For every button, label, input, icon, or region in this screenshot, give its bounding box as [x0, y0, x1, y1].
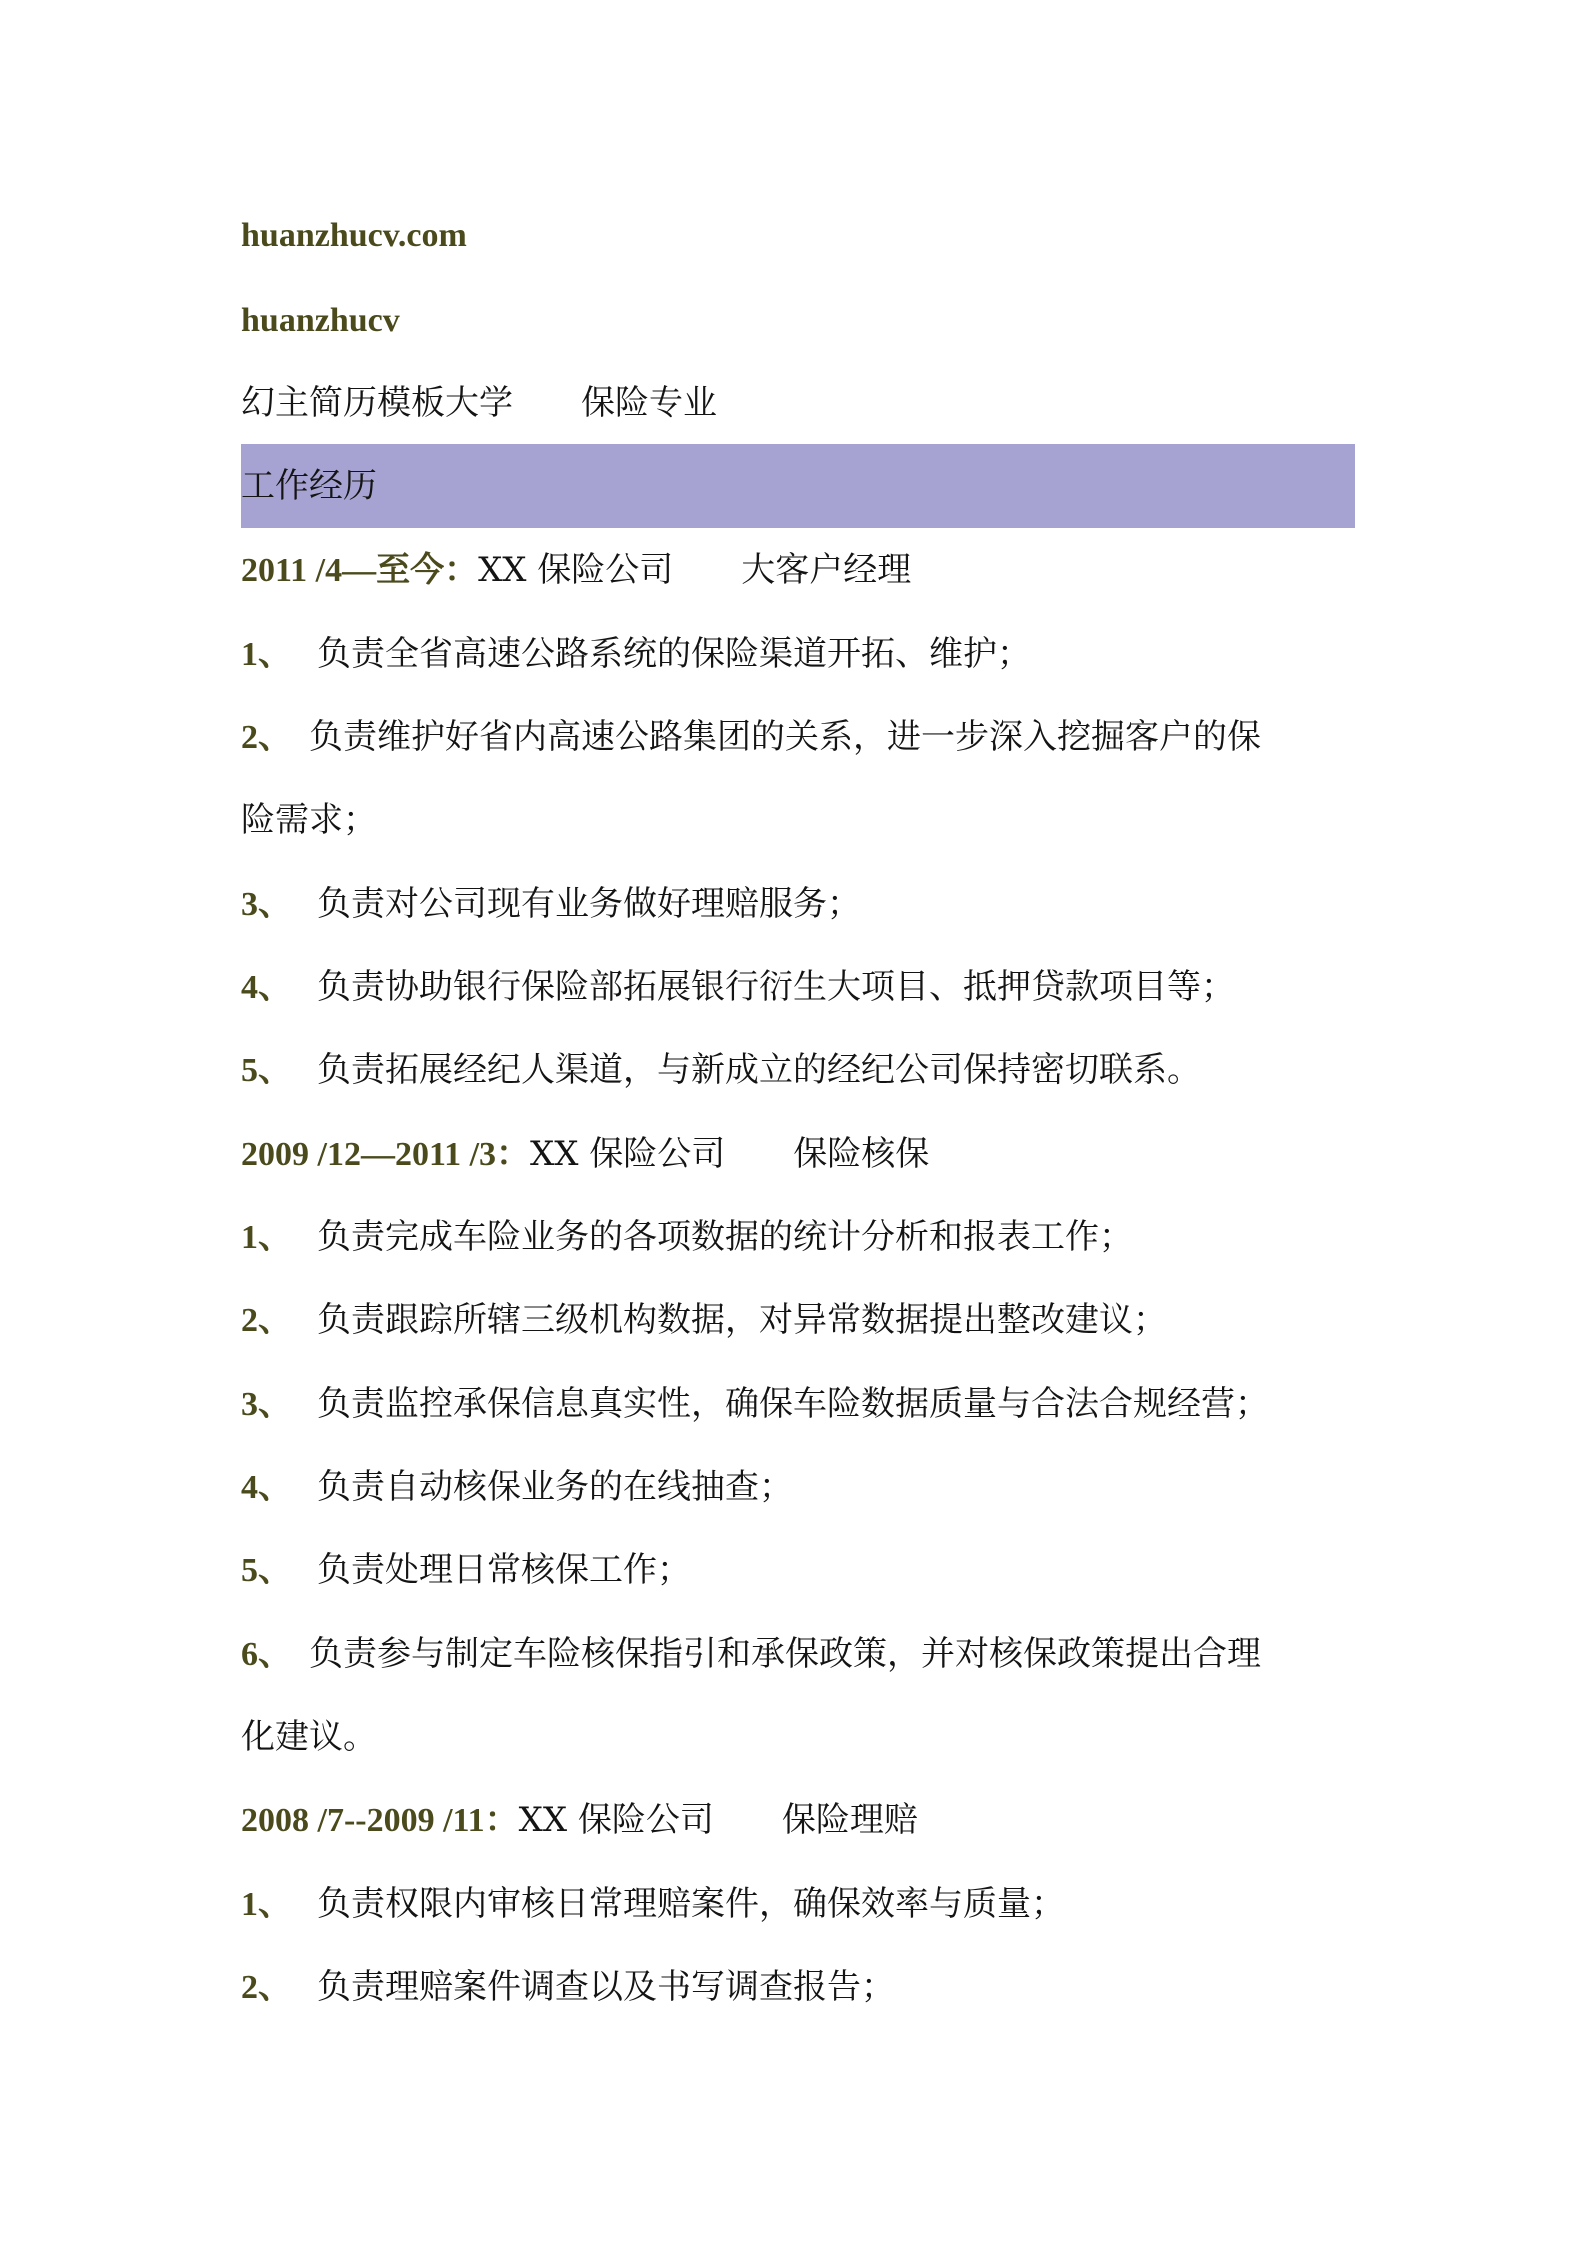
duty-item — [241, 882, 861, 927]
duty-item — [241, 1882, 1065, 1927]
duty-number: 4、 — [241, 969, 292, 1006]
duty-text: 负责跟踪所辖三级机构数据，对异常数据提出整改建议； — [317, 1300, 1167, 1340]
duty-text: 负责完成车险业务的各项数据的统计分析和报表工作； — [317, 1217, 1133, 1257]
duty-text: 负责自动核保业务的在线抽查； — [317, 1467, 793, 1507]
duty-item — [241, 1465, 793, 1510]
job-period: 2009 /12—2011 /3： — [241, 1136, 531, 1173]
duty-number: 6、 — [241, 1636, 292, 1673]
duty-number: 1、 — [241, 1886, 292, 1923]
duty-number: 3、 — [241, 1386, 292, 1423]
job-heading — [241, 548, 911, 593]
job-company-role: XX 保险公司 保险理赔 — [518, 1800, 918, 1840]
duty-number: 5、 — [241, 1052, 292, 1089]
job-company-role: XX 保险公司 大客户经理 — [478, 550, 912, 590]
duty-text: 负责维护好省内高速公路集团的关系，进一步深入挖掘客户的保 — [309, 717, 1261, 757]
duty-item — [241, 1048, 1201, 1093]
duty-continuation: 化建议。 — [241, 1717, 377, 1757]
duty-text: 负责拓展经纪人渠道，与新成立的经纪公司保持密切联系。 — [317, 1050, 1201, 1090]
site-url: huanzhucv.com — [241, 217, 467, 254]
person-name: huanzhucv — [241, 302, 400, 339]
duty-item — [241, 715, 1261, 760]
duty-number: 1、 — [241, 636, 292, 673]
duty-item — [241, 1965, 895, 2010]
duty-number: 2、 — [241, 1302, 292, 1339]
duty-text: 负责全省高速公路系统的保险渠道开拓、维护； — [317, 634, 1031, 674]
duty-continuation: 险需求； — [241, 800, 377, 840]
job-heading — [241, 1798, 918, 1843]
duty-text: 负责对公司现有业务做好理赔服务； — [317, 884, 861, 924]
duty-text: 负责协助银行保险部拓展银行衍生大项目、抵押贷款项目等； — [317, 967, 1235, 1007]
section-title: 工作经历 — [241, 466, 377, 506]
duty-item — [241, 632, 1031, 677]
duty-number: 4、 — [241, 1469, 292, 1506]
duty-number: 2、 — [241, 719, 292, 756]
duty-text: 负责理赔案件调查以及书写调查报告； — [317, 1967, 895, 2007]
job-period: 2008 /7--2009 /11： — [241, 1802, 519, 1839]
school-major: 幻主简历模板大学 保险专业 — [241, 383, 717, 423]
duty-item — [241, 1298, 1167, 1343]
duty-item — [241, 1215, 1133, 1260]
duty-item — [241, 1548, 691, 1593]
duty-text: 负责参与制定车险核保指引和承保政策，并对核保政策提出合理 — [309, 1634, 1261, 1674]
duty-number: 2、 — [241, 1969, 292, 2006]
job-heading — [241, 1132, 929, 1177]
duty-text: 负责处理日常核保工作； — [317, 1550, 691, 1590]
job-company-role: XX 保险公司 保险核保 — [530, 1134, 930, 1174]
section-header-band — [241, 444, 1355, 528]
duty-item — [241, 1382, 1269, 1427]
duty-text: 负责权限内审核日常理赔案件，确保效率与质量； — [317, 1884, 1065, 1924]
duty-number: 1、 — [241, 1219, 292, 1256]
duty-item — [241, 1632, 1261, 1677]
duty-number: 3、 — [241, 886, 292, 923]
duty-number: 5、 — [241, 1552, 292, 1589]
job-period: 2011 /4—至今： — [241, 552, 479, 589]
duty-text: 负责监控承保信息真实性，确保车险数据质量与合法合规经营； — [317, 1384, 1269, 1424]
duty-item — [241, 965, 1235, 1010]
